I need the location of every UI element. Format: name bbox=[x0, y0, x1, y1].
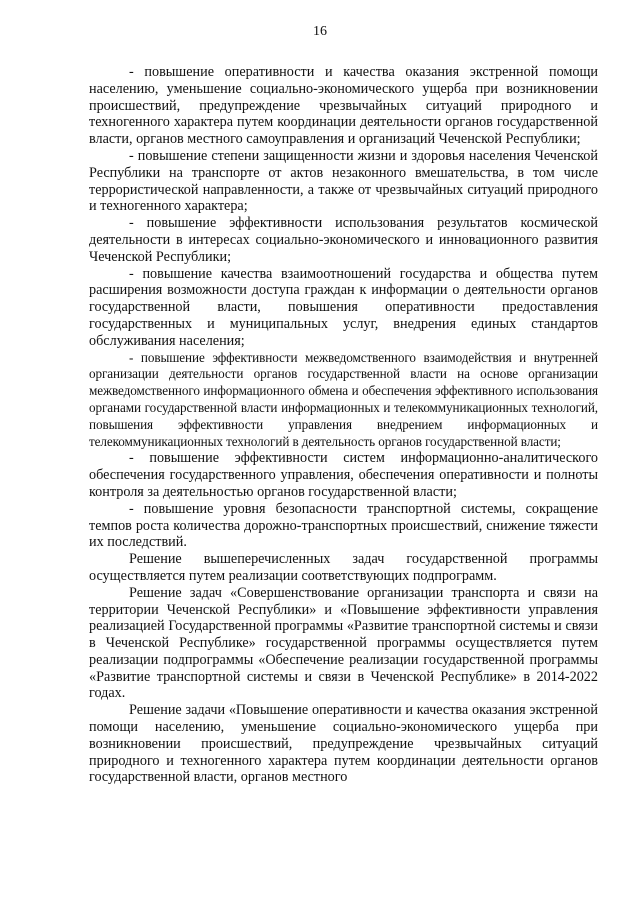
paragraph-transport-security: - повышение степени защищенности жизни и здоровья населения Чеченской Республики на транспорте от актов незаконного вмешательства, в том числе террористической направленности, а также от чрезвычайных ситуаций природного и техногенного характера; bbox=[89, 147, 598, 215]
paragraph-analytics-systems: - повышение эффективности систем информационно-аналитического обеспечения государственного управления, обеспечения оперативности и полноты контроля за деятельностью органов государственной власти; bbox=[89, 450, 598, 500]
paragraph-emergency-task: Решение задачи «Повышение оперативности и качества оказания экстренной помощи населению, уменьшение социально-экономического ущерба при возникновении происшествий, предупреждение чрезвычайных ситуаций природного и техногенного характера путем координации деятельности органов государственной власти, органов местного bbox=[89, 702, 598, 786]
page-body bbox=[89, 64, 598, 786]
paragraph-emergency-help: - повышение оперативности и качества оказания экстренной помощи населению, уменьшение социально-экономического ущерба при возникновении происшествий, предупреждение чрезвычайных ситуаций природного и техногенного характера путем координации деятельности органов государственной власти, органов местного самоуправления и организаций Чеченской Республики; bbox=[89, 64, 598, 148]
paragraph-space-activity: - повышение эффективности использования результатов космической деятельности в интересах социально-экономического и инновационного развития Чеченской Республики; bbox=[89, 215, 598, 265]
paragraph-subprograms: Решение вышеперечисленных задач государственной программы осуществляется путем реализации соответствующих подпрограмм. bbox=[89, 551, 598, 584]
paragraph-transport-tasks: Решение задач «Совершенствование организации транспорта и связи на территории Чеченской Республики» и «Повышение эффективности управления реализацией Государственной программы «Развитие транспортной системы и связи в Чеченской Республике» государственной программы осуществляется путем реализации подпрограммы «Обеспечение реализации государственной программы «Развитие транспортной системы и связи в Чеченской Республике» в 2014-2022 годах. bbox=[89, 584, 598, 702]
page-number: 16 bbox=[313, 24, 327, 39]
paragraph-interagency-interaction: - повышение эффективности межведомственного взаимодействия и внутренней организации деятельности органов государственной власти на основе организации межведомственного информационного обмена и обеспечения эффективного использования органами государственной власти информационных и телекоммуникационных технологий, повышения эффективности управления внедрением информационных и телекоммуникационных технологий в деятельность органов государственной власти; bbox=[89, 349, 598, 449]
paragraph-state-society-relations: - повышение качества взаимоотношений государства и общества путем расширения возможности доступа граждан к информации о деятельности органов государственной власти, повышения оперативности предоставления государственных и муниципальных услуг, внедрения единых стандартов обслуживания населения; bbox=[89, 265, 598, 349]
paragraph-road-safety: - повышение уровня безопасности транспортной системы, сокращение темпов роста количества дорожно-транспортных происшествий, снижение тяжести их последствий. bbox=[89, 500, 598, 551]
